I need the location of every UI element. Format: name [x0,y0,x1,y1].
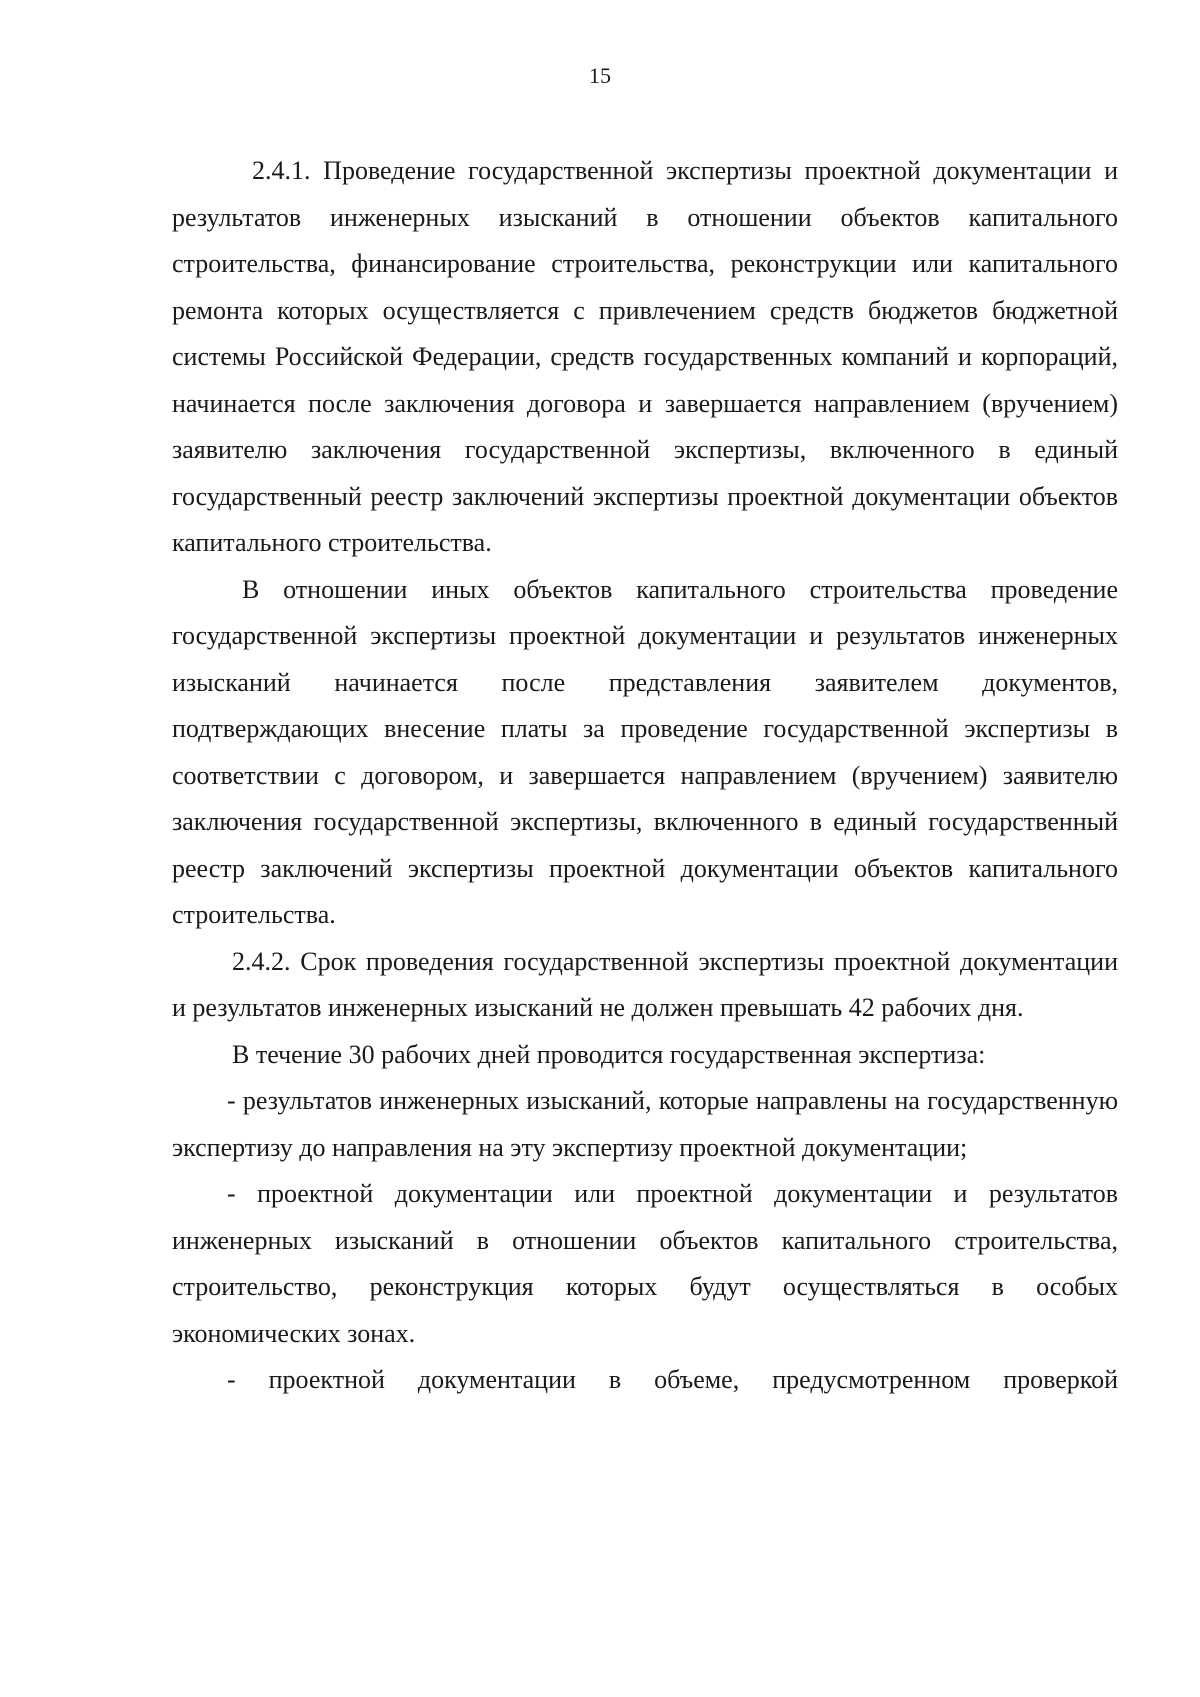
list-item-special-zones: - проектной документации или проектной документации и результатов инженерных изысканий в отношении объектов капитального строительства, строительство, реконструкция которых будут осуществляться в особых экономических зонах. [172,1179,1118,1348]
paragraph-other-objects: В отношении иных объектов капитального строительства проведение государственной экспертизы проектной документации и результатов инженерных изысканий начинается после представления заявителем документов, подтверждающих внесение платы за проведение государственной экспертизы в соответствии с договором, и завершается направлением (вручением) заявителю заключения государственной экспертизы, включенного в единый государственный реестр заключений экспертизы проектной документации объектов капитального строительства. [172,574,1118,929]
paragraph-2-4-1: 2.4.1. Проведение государственной экспертизы проектной документации и результатов инженерных изысканий в отношении объектов капитального строительства, финансирование строительства, реконструкции или капитального ремонта которых осуществляется с привлечением средств бюджетов бюджетной системы Российской Федерации, средств государственных компаний и корпораций, начинается после заключения договора и завершается направлением (вручением) заявителю заключения государственной экспертизы, включенного в единый государственный реестр заключений экспертизы проектной документации объектов капитального строительства. [172,156,1118,557]
paragraph-30-days: В течение 30 рабочих дней проводится государственная экспертиза: [232,1039,986,1069]
document-body [172,148,1118,1404]
page-number: 15 [589,63,611,88]
list-item-project-docs: - проектной документации в объеме, предусмотренном проверкой [227,1365,1118,1394]
paragraph-2-4-2: 2.4.2. Срок проведения государственной экспертизы проектной документации и результатов инженерных изысканий не должен превышать 42 рабочих дня. [172,946,1118,1022]
list-item-survey-results: - результатов инженерных изысканий, которые направлены на государственную экспертизу до направления на эту экспертизу проектной документации; [172,1086,1118,1162]
